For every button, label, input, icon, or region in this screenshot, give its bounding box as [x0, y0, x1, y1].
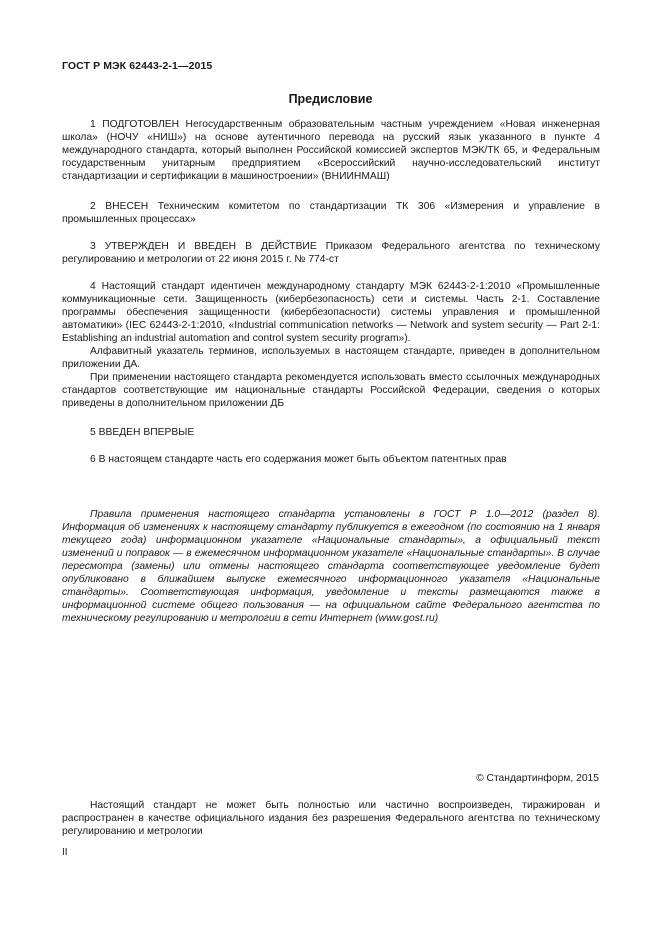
- reproduction-notice: [62, 799, 600, 838]
- section-4-reference-note: При применении настоящего стандарта рекомендуется использовать вместо ссылочных международных стандартов соответствующие им национальные стандарты Российской Федерации, сведения о которых приведены в дополнительном приложении ДБ: [62, 372, 600, 409]
- section-5-text: 5 ВВЕДЕН ВПЕРВЫЕ: [90, 427, 195, 438]
- section-1: [62, 118, 600, 183]
- page-title: Предисловие: [288, 92, 373, 106]
- section-4-text: 4 Настоящий стандарт идентичен международному стандарту МЭК 62443-2-1:2010 «Промышленные коммуникационные сети. Защищенность (кибербезопасность) сети и системы. Часть 2-1. Составление программы обеспечения защищенности (кибербезопасности) системы управления и промышленной автоматики» (IEC 62443-2-1:2010, «Industrial communication networks — Network and system security — Part 2-1: Establishing an industrial automation and control system security program»).: [62, 281, 600, 344]
- document-code: ГОСТ Р МЭК 62443-2-1—2015: [62, 60, 213, 72]
- section-3: [62, 240, 600, 266]
- section-2: [62, 200, 600, 226]
- section-1-text: 1 ПОДГОТОВЛЕН Негосударственным образовательным частным учреждением «Новая инженерная школа» (НОЧУ «НИШ») на основе аутентичного перевода на русский язык указанного в пункте 4 международного стандарта, который выполнен Российской комиссией экспертов МЭК/ТК 65, и Федеральным государственным унитарным предприятием «Всероссийский научно-исследовательский институт стандартизации и сертификации в машиностроении» (ВНИИНМАШ): [62, 119, 600, 182]
- application-notice-text: Правила применения настоящего стандарта установлены в ГОСТ Р 1.0—2012 (раздел 8). Информация об изменениях к настоящему стандарту публикуется в ежегодном (по состоянию на 1 января текущего года) информационном указателе «Национальные стандарты», а официальный текст изменений и поправок — в ежемесячном информационном указателе «Национальные стандарты». В случае пересмотра (замены) или отмены настоящего стандарта соответствующее уведомление будет опубликовано в ближайшем выпуске ежемесячного информационного указателя «Национальные стандарты». Соответствующая информация, уведомление и тексты размещаются также в информационной системе общего пользования — на официальном сайте Федерального агентства по техническому регулированию и метрологии в сети Интернет (www.gost.ru): [62, 509, 600, 624]
- section-4: [62, 280, 600, 410]
- reproduction-notice-text: Настоящий стандарт не может быть полностью или частично воспроизведен, тиражирован и распространен в качестве официального издания без разрешения Федерального агентства по техническому регулированию и метрологии: [62, 800, 600, 837]
- section-2-text: 2 ВНЕСЕН Техническим комитетом по стандартизации ТК 306 «Измерения и управление в промышленных процессах»: [62, 201, 600, 225]
- section-6: [62, 453, 600, 466]
- page-number: II: [62, 847, 68, 858]
- application-notice: [62, 508, 600, 625]
- section-4-index-note: Алфавитный указатель терминов, используемых в настоящем стандарте, приведен в дополнительном приложении ДА.: [62, 346, 600, 370]
- section-6-text: 6 В настоящем стандарте часть его содержания может быть объектом патентных прав: [90, 454, 507, 465]
- copyright: © Стандартинформ, 2015: [476, 773, 599, 784]
- section-5: [62, 426, 600, 439]
- section-3-text: 3 УТВЕРЖДЕН И ВВЕДЕН В ДЕЙСТВИЕ Приказом Федерального агентства по техническому регулированию и метрологии от 22 июня 2015 г. № 774-ст: [62, 241, 600, 265]
